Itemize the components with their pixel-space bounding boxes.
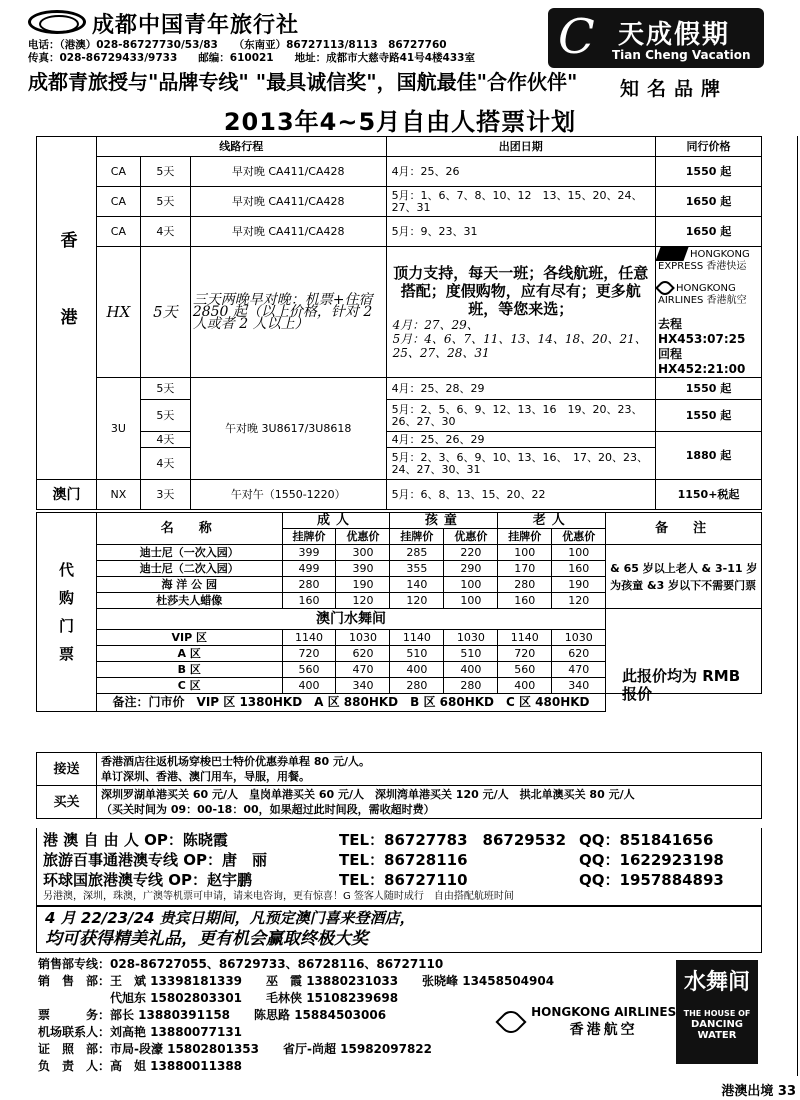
days: 4天: [140, 432, 190, 448]
hk-airlines-footer-logo: HONGKONG AIRLINES 香港航空: [500, 1005, 676, 1039]
flight: 午对午（1550-1220）: [190, 480, 386, 510]
agency-name: 成都中国青年旅行社: [92, 13, 300, 38]
operator-row: 旅游百事通港澳专线 OP：唐 丽 TEL：86728116 QQ：1622923198: [43, 851, 724, 869]
airline: CA: [96, 187, 140, 217]
brand-c-icon: C: [558, 9, 595, 65]
slogan: 成都青旅授与"品牌专线" "最具诚信奖"，国航最佳"合作伙伴": [28, 70, 578, 94]
days: 4天: [140, 448, 190, 480]
days: 5天: [140, 187, 190, 217]
dates: 5月：2、3、6、9、10、13、16、 17、20、23、24、27、30、31: [386, 448, 655, 480]
brand-name-cn: 天成假期: [618, 20, 731, 50]
airline: NX: [96, 480, 140, 510]
col-note: 备 注: [606, 513, 762, 545]
table-row: 杜莎夫人蜡像 160 120 120 100 160 120: [37, 593, 762, 609]
sales-row: 证 照 部：市局-段濠 15802801353 省厅-尚超 15982097822: [38, 1042, 433, 1056]
region-hong-kong: 香港: [37, 137, 97, 480]
rmb-note: 此报价均为 RMB 报价: [622, 667, 741, 703]
table-row: C 区 400 340 280 280 400 340: [37, 678, 762, 694]
dates: 5月：6、8、13、15、20、22: [386, 480, 655, 510]
price: 1150+税起: [656, 480, 762, 510]
promo-line-2: 均可获得精美礼品，更有机会赢取终极大奖: [45, 929, 368, 949]
page-frame: [28, 136, 798, 1076]
hx-promo: 顶力支持，每天一班；各线航班，任意搭配；度假购物，应有尽有；更多航班，等您来选；: [393, 264, 649, 318]
col-senior: 老人: [498, 513, 606, 529]
dates: 5月：1、6、7、8、10、12 13、15、20、24、27、31: [386, 187, 655, 217]
price: 1550 起: [656, 400, 762, 432]
col-route: 线路行程: [96, 137, 386, 157]
sales-row: 销 售 部：王 斌 13398181339 巫 霞 13880231033 张晓峰 13458504904: [38, 974, 555, 988]
dates: 5月：2、5、6、9、12、13、16 19、20、23、26、27、30: [386, 400, 655, 432]
sub-disc-price: 优惠价: [336, 529, 390, 545]
col-name: 名 称: [96, 513, 282, 545]
table-row: 迪士尼（一次入园） 399 300 285 220 100 100 & 65 岁以上老人 & 3-11 岁为孩童 &3 岁以下不需要门票: [37, 545, 762, 561]
sales-row: 票 务：部长 13880391158 陈思路 15884503006: [38, 1008, 387, 1022]
airline: CA: [96, 217, 140, 247]
days: 5天: [140, 378, 190, 400]
sub-list-price: 挂牌价: [390, 529, 444, 545]
sub-disc-price: 优惠价: [444, 529, 498, 545]
border-line-2: （买关时间为 09：00-18：00，如果超过此时间段，需收超时费）: [101, 803, 435, 816]
flight: 午对晚 3U8617/3U8618: [190, 378, 386, 480]
contact-line-1: 电话：（港澳）028-86727730/53/83 （东南亚）86727113/8113 86727760: [28, 39, 447, 51]
flight: 早对晚 CA411/CA428: [190, 217, 386, 247]
days: 4天: [140, 217, 190, 247]
border-label: 买关: [37, 786, 97, 819]
dates: 4月：25、28、29: [386, 378, 655, 400]
gate-price-note: 备注：门市价 VIP 区 1380HKD A 区 880HKD B 区 680HKD C 区 480HKD: [96, 694, 605, 712]
airline: 3U: [96, 378, 140, 480]
operator-row: 港 澳 自 由 人 OP：陈晓霞 TEL：86727783 86729532 QQ：851841656: [43, 831, 714, 849]
transfer-line-1: 香港酒店往返机场穿梭巴士特价优惠券单程 80 元/人。: [101, 755, 370, 768]
table-row: A 区 720 620 510 510 720 620: [37, 646, 762, 662]
promo-line-1: 4 月 22/23/24 贵宾日期间，凡预定澳门喜来登酒店，: [45, 909, 415, 927]
hx-dates-may: 5月：4、6、7、11、13、14、18、20、21、25、27、28、31: [392, 332, 647, 360]
ticket-note: & 65 岁以上老人 & 3-11 岁为孩童 &3 岁以下不需要门票: [606, 545, 762, 609]
airline: HX: [96, 247, 140, 378]
sub-disc-price: 优惠价: [552, 529, 606, 545]
dates: 4月：25、26、29: [386, 432, 655, 448]
flight: 早对晚 CA411/CA428: [190, 157, 386, 187]
days: 5天: [140, 400, 190, 432]
col-child: 孩童: [390, 513, 498, 529]
main-title: 2013年4~5月自由人搭票计划: [223, 108, 577, 136]
days: 5天: [140, 247, 190, 378]
dates: 4月：25、26: [386, 157, 655, 187]
transfer-label: 接送: [37, 753, 97, 786]
table-row: B 区 560 470 400 400 560 470: [37, 662, 762, 678]
border-line-1: 深圳罗湖单港买关 60 元/人 皇岗单港买关 60 元/人 深圳湾单港买关 120 元/人 拱北单澳买关 80 元/人: [101, 788, 635, 801]
region-macau: 澳门: [37, 480, 97, 510]
airline: CA: [96, 157, 140, 187]
price: 1550 起: [656, 157, 762, 187]
sales-row: 机场联系人：刘高艳 13880077131: [38, 1025, 243, 1039]
hk-express-logo: HONGKONG EXPRESS 香港快运: [658, 247, 759, 273]
sales-row: 负 责 人：高 姐 13880011388: [38, 1059, 243, 1073]
hk-airlines-logo: HONGKONG AIRLINES 香港航空: [658, 281, 759, 307]
table-row: 迪士尼（二次入园） 499 390 355 290 170 160: [37, 561, 762, 577]
operators-extra: 另港澳，深圳，珠澳，广澳等机票可申请，请来电咨询，更有惊喜！G 签客人随时成行 自由搭配航班时间: [43, 891, 514, 902]
days: 5天: [140, 157, 190, 187]
hx-dates-apr: 4月：27、29、: [392, 318, 479, 332]
table-row: 海 洋 公 园 280 190 140 100 280 190: [37, 577, 762, 593]
tickets-side-label: 代 购 门 票: [37, 513, 97, 712]
brand-name-en: Tian Cheng Vacation: [612, 48, 751, 62]
price: 1650 起: [656, 217, 762, 247]
price: 1550 起: [656, 378, 762, 400]
col-adult: 成人: [282, 513, 390, 529]
water-show-title: 澳门水舞间: [96, 609, 605, 630]
price: 1650 起: [656, 187, 762, 217]
transfer-line-2: 单订深圳、香港、澳门用车，导服，用餐。: [101, 770, 310, 783]
agency-logo-icon: [28, 10, 86, 34]
dancing-water-logo: 水舞间 THE HOUSE OF DANCING WATER: [676, 960, 758, 1064]
days: 3天: [140, 480, 190, 510]
hx-package-desc: 三天两晚早对晚：机票+住宿 2850 起（以上价格，针对 2 人或者 2 人以上）: [190, 247, 386, 378]
sub-list-price: 挂牌价: [282, 529, 336, 545]
sales-hotline: 销售部专线：028-86727055、86729733、86728116、86727110: [38, 957, 444, 971]
famous-brand: 知名品牌: [620, 78, 729, 100]
hx-outbound: 去程 HX453:07:25: [658, 317, 746, 346]
operator-row: 环球国旅港澳专线 OP：赵宇鹏 TEL：86727110 QQ：1957884893: [43, 871, 724, 889]
brand-logo: [548, 8, 764, 68]
hx-return: 回程 HX452:21:00: [658, 347, 746, 376]
dates: 5月：9、23、31: [386, 217, 655, 247]
col-price: 同行价格: [656, 137, 762, 157]
col-dates: 出团日期: [386, 137, 655, 157]
page-number: 港澳出境 33: [721, 1084, 796, 1099]
sub-list-price: 挂牌价: [498, 529, 552, 545]
price: 1880 起: [656, 432, 762, 480]
flight: 早对晚 CA411/CA428: [190, 187, 386, 217]
sales-row: 代旭东 15802803301 毛林侠 15108239698: [38, 991, 399, 1005]
contact-line-2: 传真：028-86729433/9733 邮编：610021 地址：成都市大慈寺路41号4楼433室: [28, 52, 475, 64]
table-row: VIP 区 1140 1030 1140 1030 1140 1030: [37, 630, 762, 646]
